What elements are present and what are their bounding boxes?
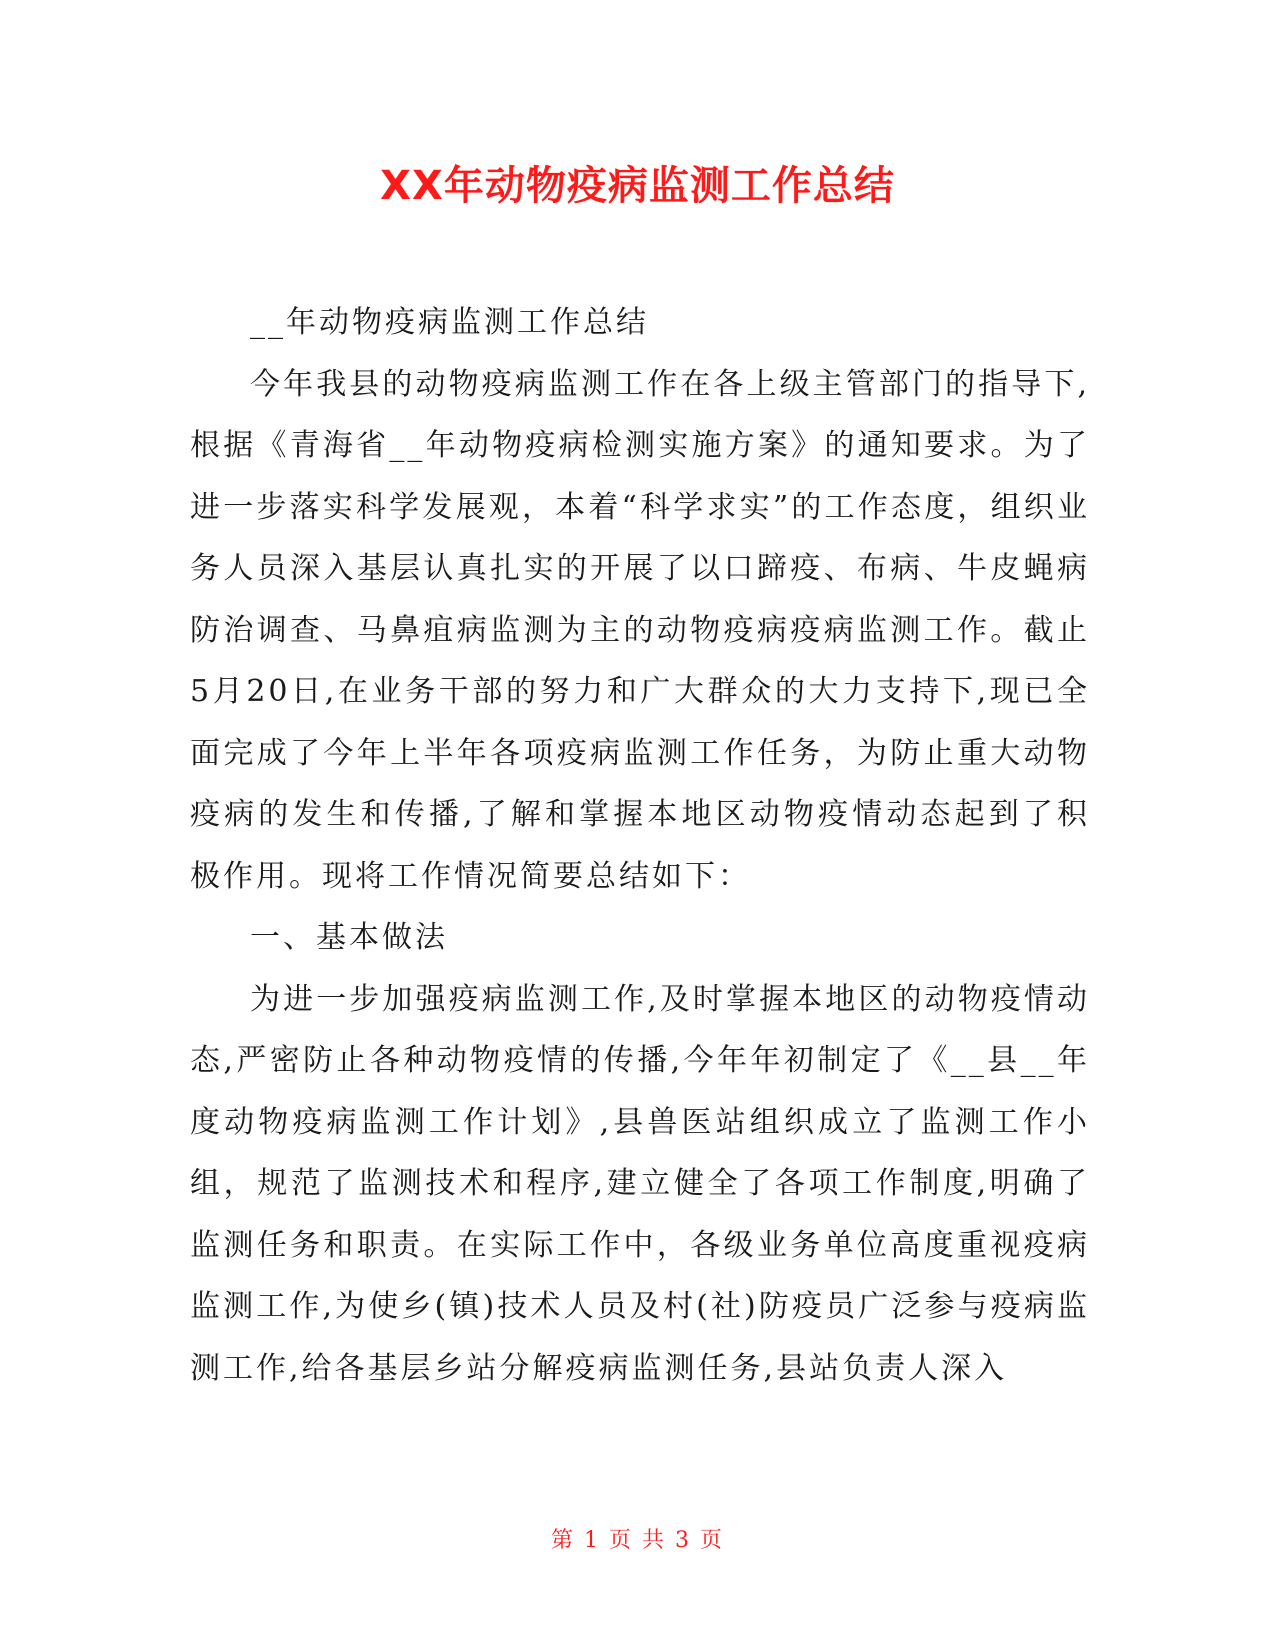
paragraph-heading: __年动物疫病监测工作总结 xyxy=(250,305,649,340)
page-number-footer: 第 1 页 共 3 页 xyxy=(551,1528,724,1553)
paragraph-intro: 今年我县的动物疫病监测工作在各上级主管部门的指导下,根据《青海省__年动物疫病检测实施方案》的通知要求。为了进一步落实科学发展观，本着“科学求实”的工作态度，组织业务人员深入基层认真扎实的开展了以口蹄疫、布病、牛皮蝇病防治调查、马鼻疽病监测为主的动物疫病疫病监测工作。截止5月20日,在业务干部的努力和广大群众的大力支持下,现已全面完成了今年上半年各项疫病监测工作任务，为防止重大动物疫病的发生和传播,了解和掌握本地区动物疫情动态起到了积极作用。现将工作情况简要总结如下： xyxy=(190,366,1090,894)
document-body xyxy=(190,292,1090,1399)
paragraph-basic-approach: 为进一步加强疫病监测工作,及时掌握本地区的动物疫情动态,严密防止各种动物疫情的传播,今年年初制定了《__县__年度动物疫病监测工作计划》,县兽医站组织成立了监测工作小组，规范了监测技术和程序,建立健全了各项工作制度,明确了监测任务和职责。在实际工作中，各级业务单位高度重视疫病监测工作,为使乡(镇)技术人员及村(社)防疫员广泛参与疫病监测工作,给各基层乡站分解疫病监测任务,县站负责人深入 xyxy=(190,981,1090,1386)
document-title: XX年动物疫病监测工作总结 xyxy=(380,163,895,209)
section-heading-basic-approach: 一、基本做法 xyxy=(250,920,448,955)
